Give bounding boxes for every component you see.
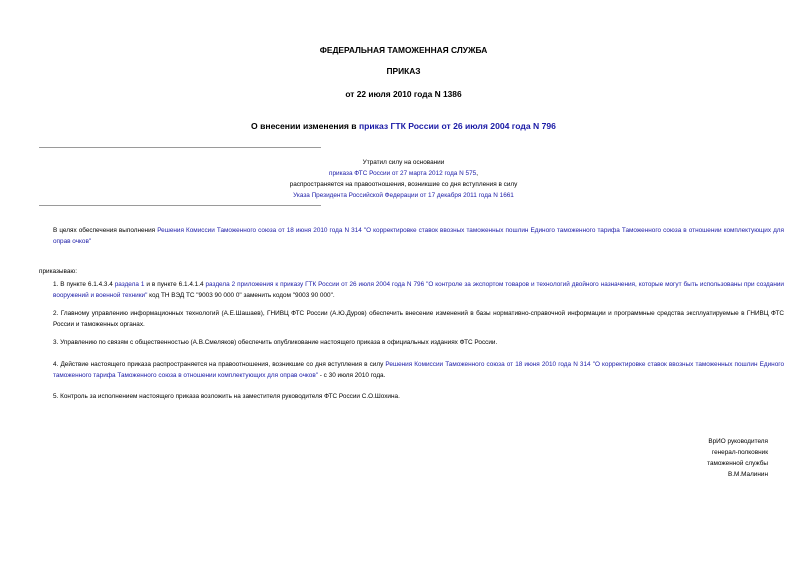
preamble-prefix: В целях обеспечения выполнения [53, 227, 158, 234]
document-date-number: от 22 июля 2010 года N 1386 [345, 89, 462, 99]
item-1-text-c: код ТН ВЭД ТС "9003 90 000 0" заменить кодом "9003 90 000". [147, 291, 335, 299]
divider-bottom [39, 205, 321, 206]
item-1 [39, 280, 784, 301]
agency-name: ФЕДЕРАЛЬНАЯ ТАМОЖЕННАЯ СЛУЖБА [319, 45, 488, 55]
status-note-line2-tail: , [476, 170, 478, 177]
title-prefix: О внесении изменения в [251, 121, 359, 131]
item-1-text-a: 1. В пункте 6.1.4.3.4 [53, 281, 115, 288]
signature-line1: ВрИО руководителя [708, 438, 768, 445]
item-2: 2. Главному управлению информационных технологий (А.Е.Шашаев), ГНИВЦ ФТС России (А.Ю.Дуров) обеспечить внесение изменений в базы нормативно-справочной информации и программные средства эксплуатируемые в ГНИВЦ ФТС России и таможенных органах. [53, 310, 784, 328]
status-note-line3: распространяется на правоотношения, возникшие со дня вступления в силу [289, 181, 518, 188]
item-4 [39, 360, 784, 381]
item-3: 3. Управлению по связям с общественностью (А.В.Смеляков) обеспечить опубликование настоящего приказа в официальных изданиях ФТС России. [53, 339, 498, 346]
status-note-link-order[interactable]: приказа ФТС России от 27 марта 2012 года N 575 [329, 170, 477, 177]
document-title [0, 121, 807, 132]
item-5: 5. Контроль за исполнением настоящего приказа возложить на заместителя руководителя ФТС России С.О.Шохина. [53, 393, 400, 400]
preamble-link[interactable]: Решения Комиссии Таможенного союза от 18 июня 2010 года N 314 "О корректировке ставок ввозных таможенных пошлин Единого таможенного тарифа Таможенного союза в отношении комплектующих для оправ очков" [53, 227, 784, 245]
signature-line3: таможенной службы [707, 460, 768, 467]
order-word: приказываю: [39, 268, 77, 275]
document-type: ПРИКАЗ [386, 66, 421, 76]
item-1-text-b: и в пункте 6.1.4.1.4 [144, 281, 206, 288]
signature-line2: генерал-полковник [711, 449, 768, 456]
status-note-line2 [0, 168, 807, 179]
preamble-paragraph [39, 226, 784, 247]
divider-top [39, 147, 321, 148]
status-note-line4 [0, 190, 807, 201]
item-4-text-b: - с 30 июля 2010 года. [318, 371, 386, 379]
signature-line4: В.М.Малинин [727, 471, 768, 478]
item-4-text-a: 4. Действие настоящего приказа распространяется на правоотношения, возникшие со дня вступления в силу [53, 361, 386, 368]
title-link[interactable]: приказ ГТК России от 26 июля 2004 года N 796 [358, 121, 556, 131]
status-note-line1: Утратил силу на основании [362, 159, 445, 166]
item-1-link-section-2[interactable]: раздела 2 приложения к приказу ГТК России от 26 июля 2004 года N 796 "О контроле за экспортом товаров и технологий двойного назначения, которые могут быть использованы при создании вооружений и военной техники" [53, 281, 784, 299]
status-note [0, 157, 807, 201]
item-1-link-section-1[interactable]: раздела 1 [114, 281, 145, 288]
signature-block [707, 436, 768, 480]
item-4-link-decision[interactable]: Решения Комиссии Таможенного союза от 18 июня 2010 года N 314 "О корректировке ставок ввозных таможенных пошлин Единого таможенного тарифа Таможенного союза в отношении комплектующих для оправ очков" [53, 361, 785, 379]
status-note-link-decree[interactable]: Указа Президента Российской Федерации от 17 декабря 2011 года N 1661 [293, 192, 514, 199]
